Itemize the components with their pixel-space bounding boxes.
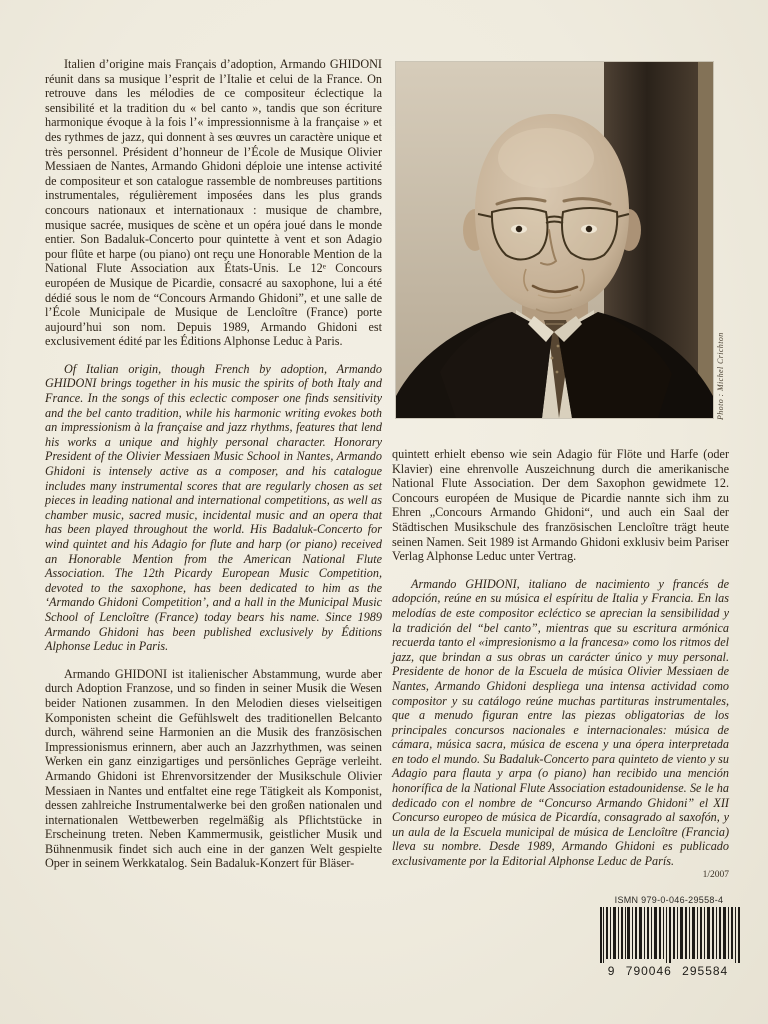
bio-paragraph-german: Armando GHIDONI ist italienischer Abstammung, wurde aber durch Adoption Franzose, und so finden in seiner Musik die Wesen beider Nationen zusammen. In den Melodien dieses vielseitigen Komponisten scheint die Gefühlswelt des traditionellen Belcanto durch, während seine Harmonien an die Musik des französischen Impressionismus erinnern, aber auch an Jazzrhythmen, was seinen Werken ein ganz einzigartiges und persönliches Gepräge verleiht. Armando Ghidoni ist Ehrenvorsitzender der Musikschule Olivier Messiaen in Nantes und entfaltet eine rege Tätigkeit als Komponist, dessen zahlreiche Instrumentalwerke bei den großen nationalen und internationalen Wettbewerben regelmäßig als Pflichtstücke in Erscheinung treten. Neben Kammermusik, geistlicher Musik und Bühnenmusik findet sich auch eine in der ganzen Welt gespielte Oper in seinem Werkkatalog. Sein Badaluk-Konzert für Bläser- bbox=[45, 666, 382, 871]
bio-paragraph-german-continued: quintett erhielt ebenso wie sein Adagio für Flöte und Harfe (oder Klavier) eine ehrenvolle Auszeichnung durch die amerikanische National Flute Association. Der dem Saxophon gewidmete 12. Concours européen de Musique de Picardie nannte sich ihm zu Ehren „Concours Armando Ghidoni“, und auch ein Saal der Städtischen Musikschule des französischen Lencloître trägt heute seinen Namen. Seit 1989 ist Armando Ghidoni exklusiv beim Pariser Verlag Alphonse Leduc unter Vertrag. bbox=[392, 447, 729, 564]
bio-paragraph-french: Italien d’origine mais Français d’adoption, Armando GHIDONI réunit dans sa musique l’esprit de l’Italie et celui de la France. On retrouve dans les mélodies de ce compositeur éclectique la sensibilité et la tradition du « bel canto », tandis que son écriture harmonique évoque à la fois l’« impressionnisme à la française » et des rythmes de jazz, qui donnent à ses œuvres un caractère unique et très personnel. Président d’honneur de l’École de Musique Olivier Messiaen de Nantes, Armando Ghidoni déploie une intense activité de compositeur et son catalogue rassemble de nombreuses partitions instrumentales, régulièrement imposées dans les plus grands concours nationaux et internationaux : musique de chambre, musique sacrée, musiques de scène et un opéra joué dans le monde entier. Son Badaluk-Concerto pour quintette à vent et son Adagio pour flûte et harpe (ou piano) ont reçu une Honorable Mention de la National Flute Association aux États-Unis. Le 12ᵉ Concours européen de Musique de Picardie, consacré au saxophone, lui a été dédié sous le nom de “Concours Armando Ghidoni”, et une salle de l’École Municipale de Musique de Lencloître (France) porte aujourd’hui son nom. Depuis 1989, Armando Ghidoni est exclusivement édité par les Éditions Alphonse Leduc à Paris. bbox=[45, 57, 382, 349]
bio-paragraph-english: Of Italian origin, though French by adoption, Armando GHIDONI brings together in his music the spirits of both Italy and France. In the songs of this eclectic composer one finds sensitivity and the bel canto tradition, while his harmonic writing evokes both an impressionism à la française and jazz rhythms, features that lend his works a unique and highly personal character. Honorary President of the Olivier Messiaen Music School in Nantes, Armando Ghidoni is intensely active as a composer, and his catalogue includes many instrumental scores that are regularly chosen as set pieces in leading national and international competitions, as well as chamber music, sacred music, incidental music and an opera that has been played throughout the world. His Badaluk-Concerto for wind quintet and his Adagio for flute and harp (or piano) received an Honorable Mention from the American National Flute Association. The 12th Picardy European Music Competition, devoted to the saxophone, has been dedicated to him as the ‘Armando Ghidoni Competition’, and a hall in the Municipal Music School of Lencloître (France) today bears his name. Since 1989 Armando Ghidoni has been published exclusively by Éditions Alphonse Leduc in Paris. bbox=[45, 361, 382, 654]
bio-column-left bbox=[45, 57, 382, 884]
photo-credit: Photo : Michel Crichton bbox=[716, 332, 725, 420]
edition-date: 1/2007 bbox=[702, 870, 729, 880]
bio-column-right bbox=[392, 447, 729, 882]
ismn-number: ISMN 979-0-046-29558-4 bbox=[614, 895, 724, 905]
composer-portrait-photo bbox=[396, 62, 713, 418]
ean-barcode bbox=[600, 907, 740, 964]
bio-paragraph-spanish: Armando GHIDONI, italiano de nacimiento y francés de adopción, reúne en su música el espíritu de Italia y Francia. En las melodías de este compositor ecléctico se aprecian la sensibilidad y la tradición del “bel canto”, mientras que su escritura armónica recuerda tanto el «impresionismo a la francesa» como los ritmos del jazz, que brindan a sus obras un carácter único y muy personal. Presidente de honor de la Escuela de música Olivier Messiaen de Nantes, Armando Ghidoni despliega una intensa actividad como compositor y su catálogo reúne muchas partituras instrumentales, que a menudo figuran entre las piezas obligatorias de los principales concursos nacionales e internacionales: música de cámara, música sacra, música de escena y una ópera interpretada en todo el mundo. Su Badaluk-Concerto para quinteto de viento y su Adagio para flauta y arpa (o piano) han recibido una mención honorífica de la National Flute Association estadounidense. Se le ha dedicado con el nombre de “Concurso Armando Ghidoni” el XII Concurso europeo de música de Picardía, consagrado al saxofón, y un aula de la Escuela municipal de música de Lencloître (Francia) lleva su nombre. Desde 1989, Armando Ghidoni es publicado exclusivamente por la Editorial Alphonse Leduc de París. bbox=[392, 576, 729, 869]
barcode-digits: 9 790046 295584 bbox=[607, 964, 729, 978]
portrait-illustration bbox=[396, 62, 713, 418]
barcode-bars bbox=[600, 907, 740, 964]
